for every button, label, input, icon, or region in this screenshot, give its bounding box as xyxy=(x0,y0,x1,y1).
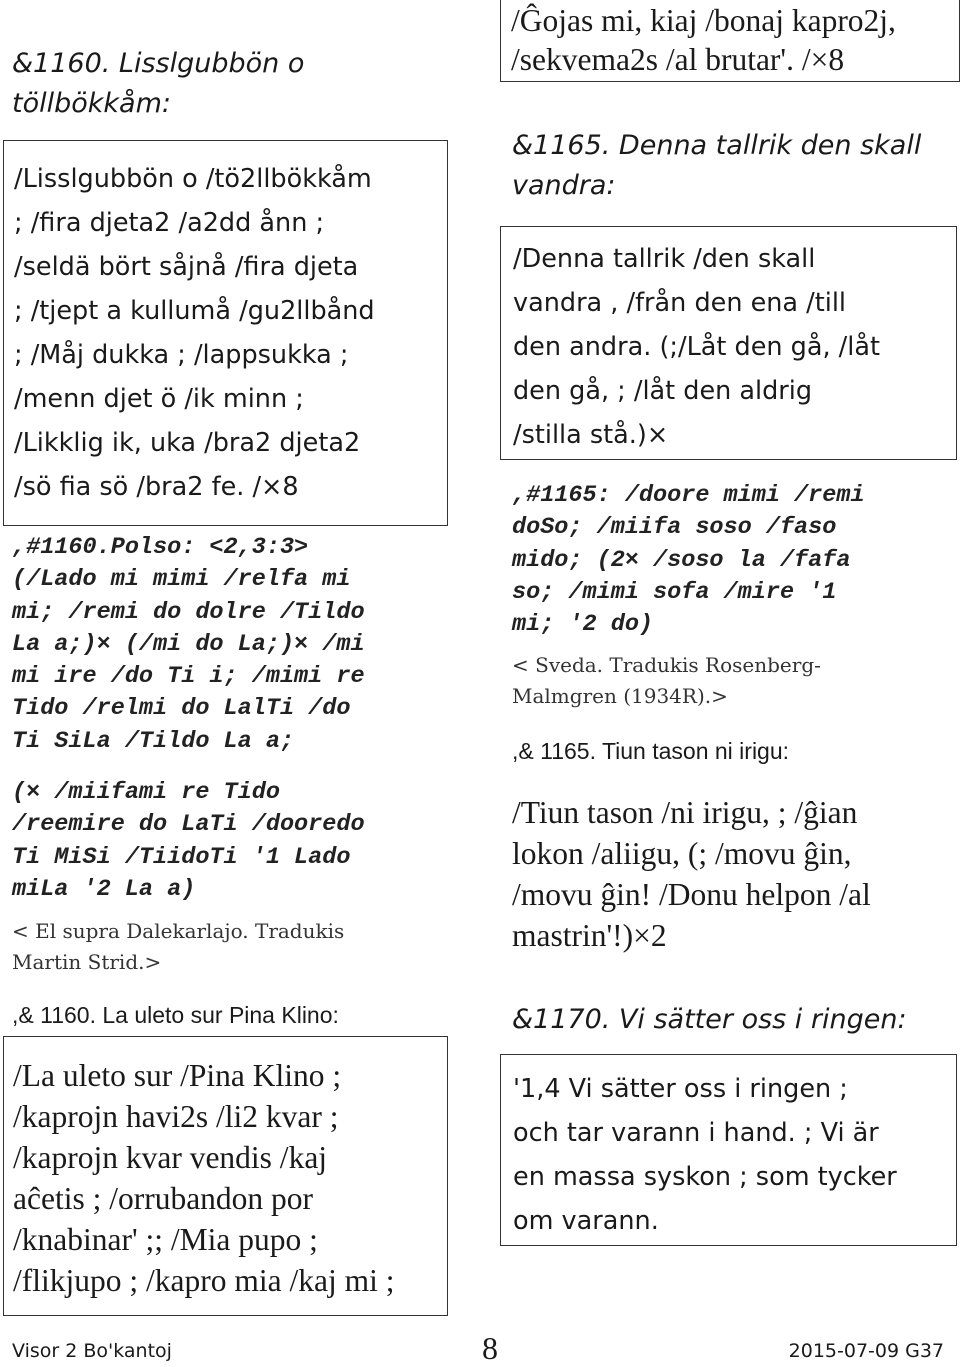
song-1160-title: &1160. Lisslgubbön o töllbökkåm: xyxy=(12,48,305,119)
footer-book-title: Visor 2 Bo'kantoj xyxy=(12,1340,172,1362)
song-1170-title: &1170. Vi sätter oss i ringen: xyxy=(512,1004,907,1035)
song-1170-lyrics: '1,4 Vi sätter oss i ringen ; och tar varann i hand. ; Vi är en massa syskon ; som tycker om varann. xyxy=(513,1074,897,1236)
song-1160-lyrics: /Lisslgubbön o /tö2llbökkåm ; /fira djeta2 /a2dd ånn ; /seldä bört såjnå /fira djeta ; /tjept a kullumå /gu2llbånd ; /Måj dukka ; /lappsukka ; /menn djet ö /ik minn ; /Likklig ik, uka /bra2 djeta2 /sö fia sö /bra2 fe. /×8 xyxy=(14,164,375,502)
song-1165-esperanto-title: ,& 1165. Tiun tason ni irigu: xyxy=(512,738,790,764)
song-1160-esperanto-box xyxy=(3,1036,448,1316)
song-1160-esperanto-continuation: /Ĝojas mi, kiaj /bonaj kapro2j, /sekvema2s /al brutar'. /×8 xyxy=(511,3,896,77)
footer-page-number: 8 xyxy=(482,1330,498,1366)
footer-date-code: 2015-07-09 G37 xyxy=(788,1340,944,1362)
song-1160-esperanto-title: ,& 1160. La uleto sur Pina Klino: xyxy=(12,1002,339,1028)
continuation-box xyxy=(500,0,960,82)
song-1160-notation: ,#1160.Polso: <2,3:3> (/Lado mi mimi /relfa mi mi; /remi do dolre /Tildo La a;)× (/mi do La;)× /mi mi ire /do Ti i; /mimi re Tido /relmi do LalTi /do Ti SiLa /Tildo La a; xyxy=(12,534,365,755)
song-1165-title: &1165. Denna tallrik den skall vandra: xyxy=(512,130,922,201)
song-1165-source-note: < Sveda. Tradukis Rosenberg- Malmgren (1934R).> xyxy=(512,653,821,708)
song-1165-esperanto-lyrics: /Tiun tason /ni irigu, ; /ĝian lokon /aliigu, (; /movu ĝin, /movu ĝin! /Donu helpon /al mastrin'!)×2 xyxy=(512,795,871,953)
song-1165-notation: ,#1165: /doore mimi /remi doSo; /miifa soso /faso mido; (2× /soso la /fafa so; /mimi sofa /mire '1 mi; '2 do) xyxy=(512,482,865,639)
song-1160-notation-continued: (× /miifami re Tido /reemire do LaTi /dooredo Ti MiSi /TiidoTi '1 Lado miLa '2 La a) xyxy=(12,779,365,903)
song-1165-lyrics-box xyxy=(500,226,957,460)
song-1160-lyrics-box xyxy=(3,140,448,526)
song-1165-lyrics: /Denna tallrik /den skall vandra , /från den ena /till den andra. (;/Låt den gå, /låt den gå, ; /låt den aldrig /stilla stå.)× xyxy=(513,244,880,450)
song-1160-source-note: < El supra Dalekarlajo. Tradukis Martin Strid.> xyxy=(12,919,345,974)
song-1160-esperanto-lyrics: /La uleto sur /Pina Klino ; /kaprojn havi2s /li2 kvar ; /kaprojn kvar vendis /kaj aĉetis ; /orrubandon por /knabinar' ;; /Mia pupo ; /flikjupo ; /kapro mia /kaj mi ; xyxy=(13,1058,395,1298)
song-1170-lyrics-box xyxy=(500,1054,957,1246)
